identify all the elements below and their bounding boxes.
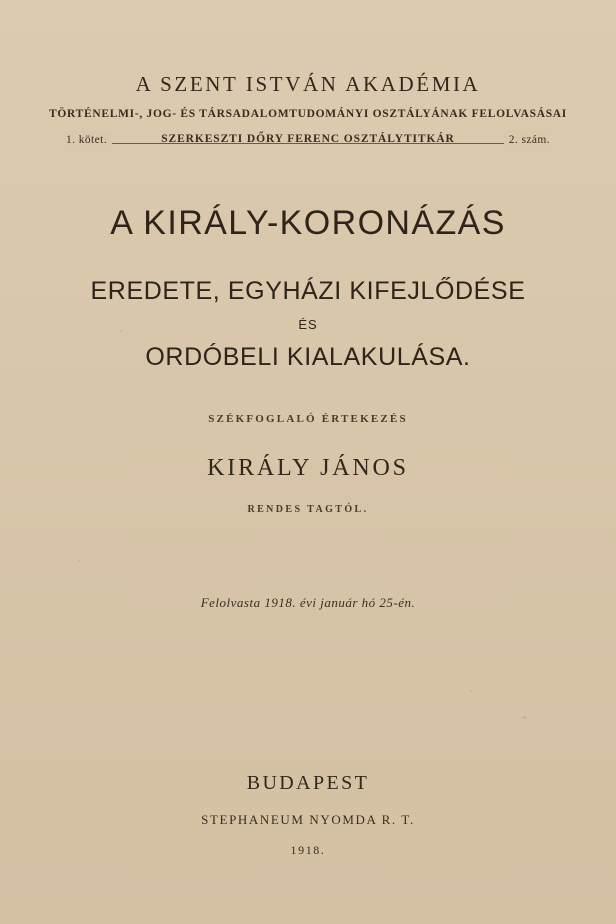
- work-kind-label: SZÉKFOGLALÓ ÉRTEKEZÉS: [208, 413, 408, 425]
- academy-name: A SZENT ISTVÁN AKADÉMIA: [135, 72, 481, 96]
- editor-label: SZERKESZTI DŐRY FERENC OSZTÁLYTITKÁR: [161, 133, 455, 145]
- editor-row: [0, 129, 616, 151]
- author-membership: RENDES TAGTÓL.: [247, 504, 369, 515]
- volume-label: 1. kötet.: [66, 130, 112, 150]
- subtitle-conjunction: ÉS: [298, 317, 318, 333]
- section-subtitle: TÖRTÉNELMI-, JOG- ÉS TÁRSADALOMTUDOMÁNYI OSZTÁLYÁNAK FELOLVASÁSAI: [49, 108, 567, 120]
- imprint-printer: STEPHANEUM NYOMDA R. T.: [201, 812, 415, 827]
- title-block: [0, 205, 616, 372]
- subtitle-line-2: ORDÓBELI KIALAKULÁSA.: [145, 343, 471, 372]
- author-block: [0, 413, 616, 515]
- imprint-year: 1918.: [290, 843, 326, 857]
- imprint-block: [0, 772, 616, 858]
- paper-speckle: [78, 560, 80, 562]
- issue-label: 2. szám.: [504, 130, 550, 150]
- paper-speckle: [470, 690, 472, 692]
- publication-header: [0, 72, 616, 151]
- paper-speckle: [523, 716, 526, 719]
- subtitle-line-1: EREDETE, EGYHÁZI KIFEJLŐDÉSE: [90, 277, 526, 306]
- author-name: KIRÁLY JÁNOS: [207, 455, 409, 481]
- page-title: A KIRÁLY-KORONÁZÁS: [110, 204, 506, 242]
- read-on-date: Felolvasta 1918. évi január hó 25-én.: [200, 595, 416, 610]
- imprint-city: BUDAPEST: [246, 772, 370, 794]
